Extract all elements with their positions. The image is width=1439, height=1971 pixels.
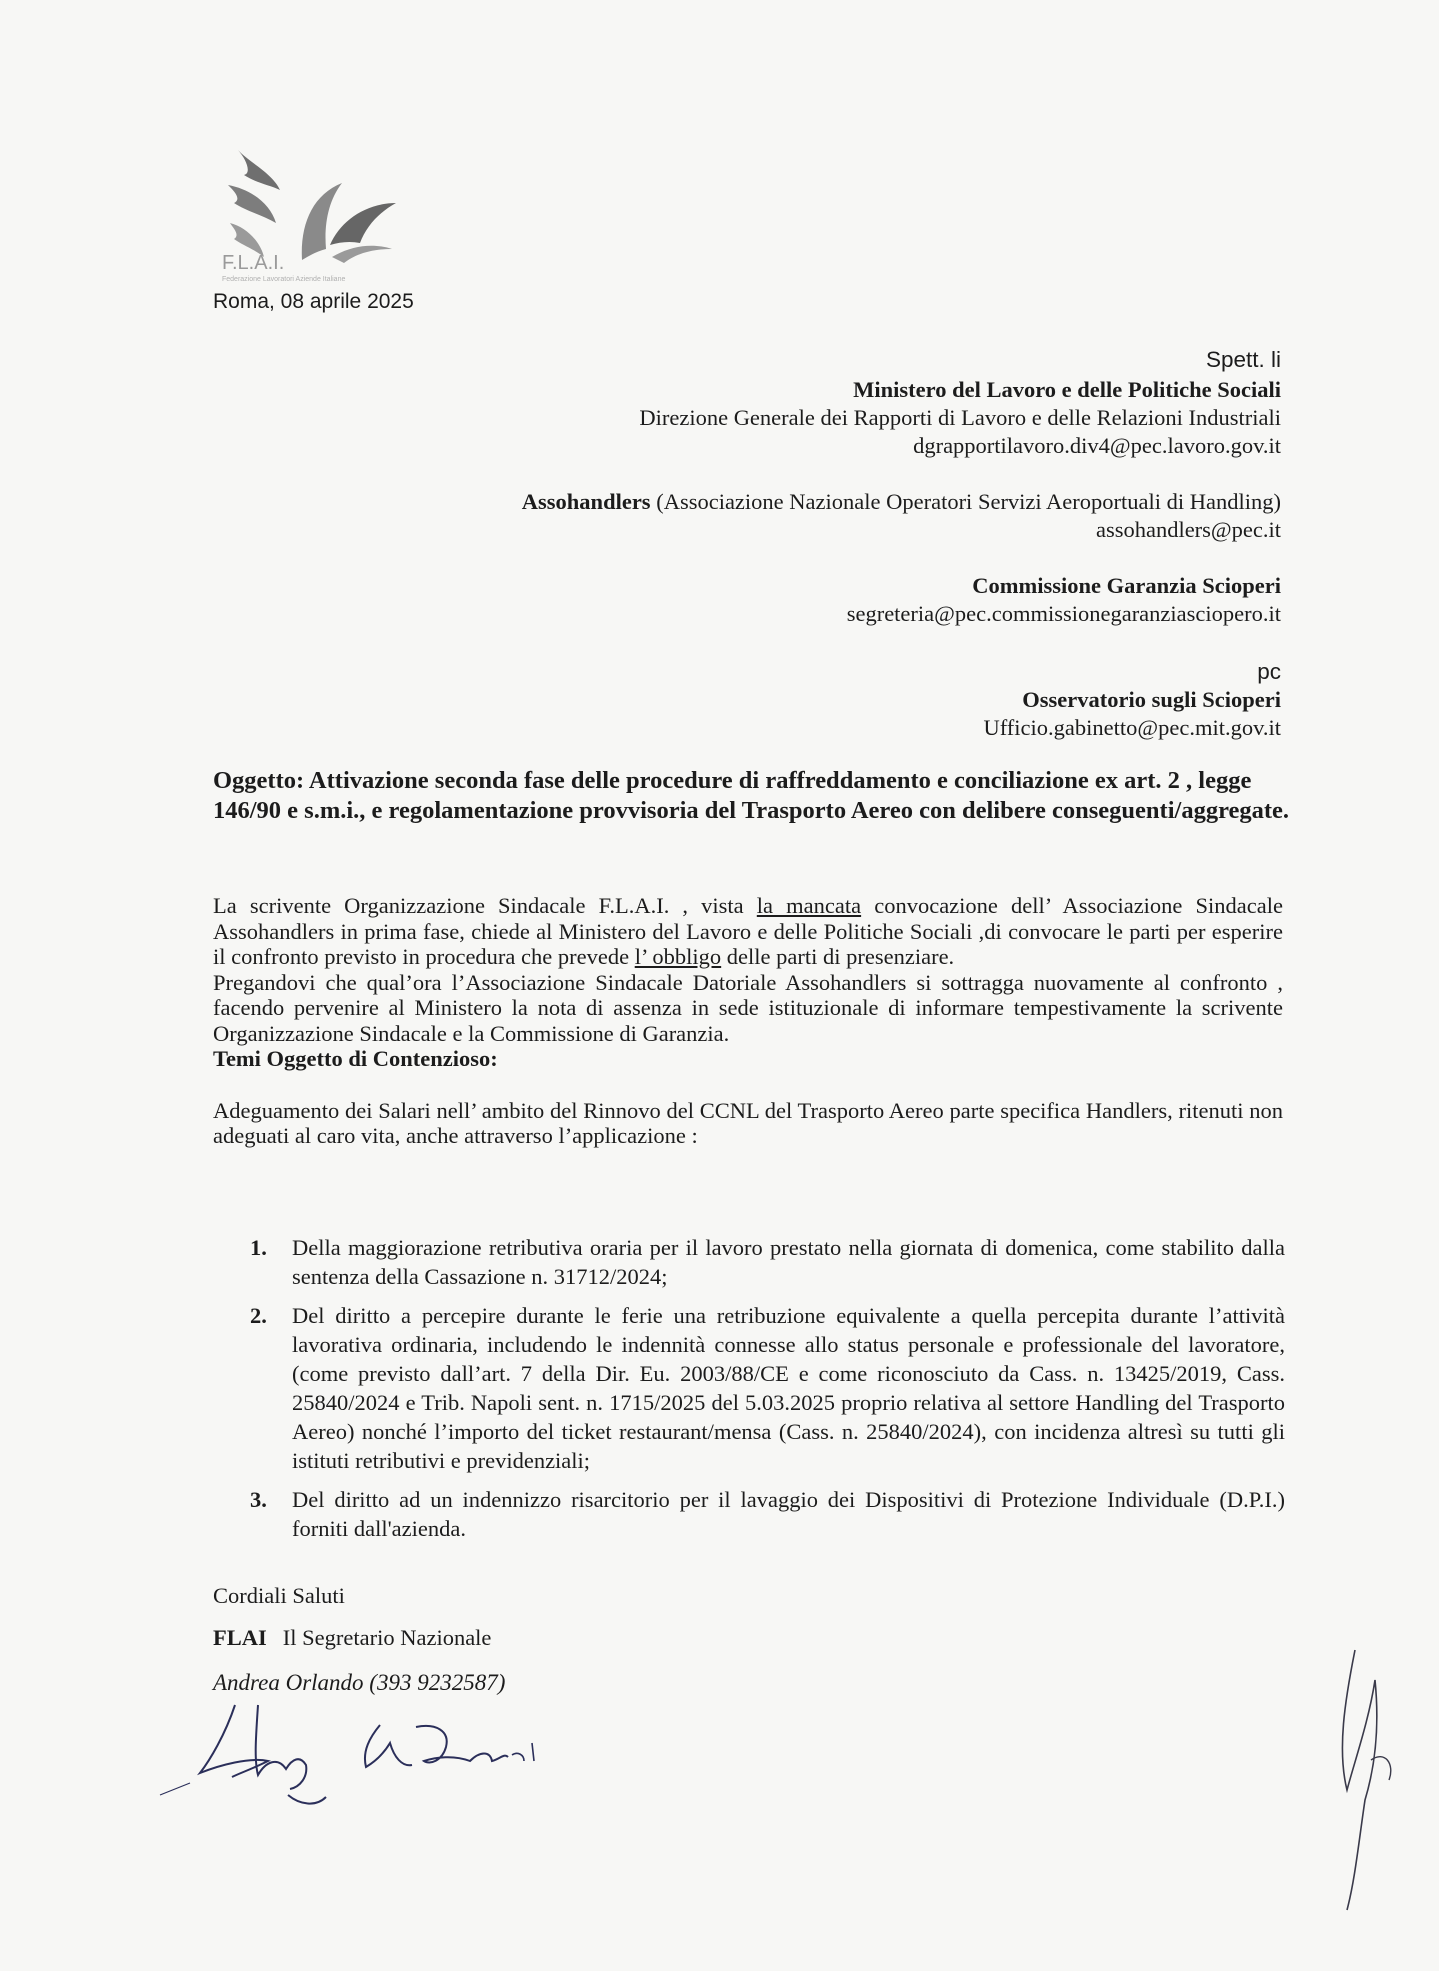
wing-logo-icon [220,145,405,285]
signature-icon [140,1665,580,1825]
list-item: 2. Del diritto a percepire durante le ferie una retribuzione equivalente a quella percepita durante l’attività lavorativa ordinaria, includendo le indennità connesse allo status personale e professionale del lavoratore, (come previsto dall’art. 7 della Dir. Eu. 2003/88/CE e come riconosciuto da Cass. n. 13425/2019, Cass. 25840/2024 e Trib. Napoli sent. n. 1715/2025 del 5.03.2025 proprio relativa al settore Handling del Trasporto Aereo) nonché l’importo del ticket restaurant/mensa (Cass. n. 25840/2024), con incidenza altresì su tutti gli istituti retributivi e previdenziali; [250,1303,1285,1473]
list-item: 1. Della maggiorazione retributiva oraria per il lavoro prestato nella giornata di domenica, come stabilito dalla sentenza della Cassazione n. 31712/2024; [250,1235,1285,1289]
recipient-email: segreteria@pec.commissionegaranziasciopero.it [846,601,1281,626]
list-item: 3. Del diritto ad un indennizzo risarcitorio per il lavaggio dei Dispositivi di Protezione Individuale (D.P.I.) forniti dall'azienda. [250,1487,1285,1541]
handwritten-signature [140,1665,580,1825]
recipient-email: assohandlers@pec.it [1095,517,1281,542]
flai-logo [220,145,405,285]
org-name: FLAI [213,1625,267,1650]
subject-line: Oggetto: Attivazione seconda fase delle procedure di raffreddamento e conciliazione ex art. 2 , legge 146/90 e s.m.i., e regolamentazione provvisoria del Trasporto Aereo con delibere conseguenti/aggregate. [213,767,1290,824]
closing: Cordiali Saluti [213,1583,345,1608]
recipient-ministero [639,376,1281,460]
recipient-name: Assohandlers [521,489,651,514]
underlined-text: l’ obbligo [634,944,722,969]
svg-text:F.L.A.I.: F.L.A.I. [222,252,285,274]
underlined-text: la mancata [756,893,862,918]
recipient-osservatorio [983,686,1281,742]
salutation: Spett. li [1205,347,1281,372]
paragraph-2: Pregandovi che qual’ora l’Associazione Sindacale Datoriale Assohandlers si sottragga nuovamente al confronto , facendo pervenire al Ministero la nota di assenza in sede istituzionale di informare tempestivamente la scrivente Organizzazione Sindacale e la Commissione di Garanzia. [213,969,1283,1046]
numbered-list [250,1233,1285,1553]
paragraph-3: Adeguamento dei Salari nell’ ambito del Rinnovo del CCNL del Trasporto Aereo parte specifica Handlers, ritenuti non adeguati al caro vita, anche attraverso l’applicazione : [213,1097,1283,1148]
recipient-name: Ministero del Lavoro e delle Politiche Sociali [853,377,1281,402]
recipient-assohandlers [522,488,1281,544]
role: Il Segretario Nazionale [282,1625,492,1650]
signatory-role [213,1625,491,1651]
recipient-desc: (Associazione Nazionale Operatori Servizi Aeroportuali di Handling) [656,489,1281,514]
initials-icon [1325,1640,1415,1920]
recipient-email: Ufficio.gabinetto@pec.mit.gov.it [983,715,1281,740]
paragraph-1: La scrivente Organizzazione Sindacale F.L.A.I. , vista la mancata convocazione dell’ Associazione Sindacale Assohandlers in prima fase, chiede al Ministero del Lavoro e delle Politiche Sociali ,di convocare le parti per esperire il confronto previsto in procedura che prevede l’ obbligo delle parti di presenziare. [213,893,1283,969]
pc-label: pc [1257,659,1281,684]
section-heading: Temi Oggetto di Contenzioso: [213,1046,498,1071]
signatory-name: Andrea Orlando (393 9232587) [213,1670,506,1695]
letter-date: Roma, 08 aprile 2025 [213,290,414,313]
initials-mark [1325,1640,1415,1920]
recipient-dept: Direzione Generale dei Rapporti di Lavoro e delle Relazioni Industriali [639,405,1281,430]
recipient-email: dgrapportilavoro.div4@pec.lavoro.gov.it [913,433,1281,458]
recipient-commissione [847,572,1281,628]
svg-text:Federazione Lavoratori Aziende: Federazione Lavoratori Aziende Italiane [222,276,346,283]
recipient-name: Commissione Garanzia Scioperi [972,573,1281,598]
letter-body [213,893,1283,1149]
recipient-name: Osservatorio sugli Scioperi [1022,687,1281,712]
